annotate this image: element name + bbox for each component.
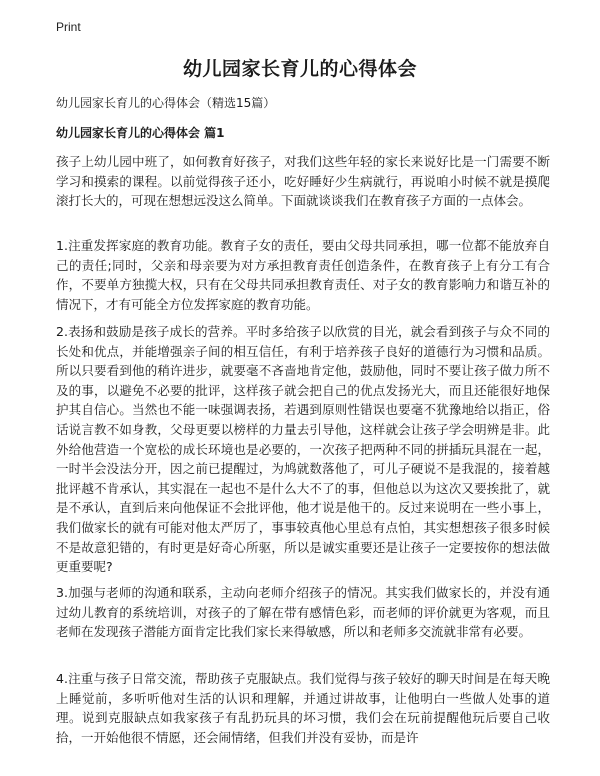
paragraph-2: 2.表扬和鼓励是孩子成长的营养。平时多给孩子以欣赏的目光，就会看到孩子与众不同的长处和优点，并能增强亲子间的相互信任，有利于培养孩子良好的道德行为习惯和品质。所以只要看到他的稍许进步，就要毫不吝啬地肯定他，鼓励他，同时不要让孩子做力所不及的事，以避免不必要的批评，这样孩子就会把自己的优点发扬光大，而且还能很好地保护其自信心。当然也不能一味强调表扬，若遇到原则性错误也要毫不犹豫地给以指正，俗话说言教不如身教，父母更要以榜样的力量去引导他，这样就会让孩子学会明辨是非。此外给他营造一个宽松的成长环境也是必要的，一次孩子把两种不同的拼插玩具混在一起，一时半会没法分开，因之前已提醒过，为鸠就数落他了，可儿子硬说不是我混的，接着越批评越不肯承认，其实混在一起也不是什么大不了的事，但他总以为这次又要挨批了，就是不承认，直到后来向他保证不会批评他，他才说是他干的。反过来说明在一些小事上，我们做家长的就有可能对他太严厉了，事事较真他心里总有点怕，其实想想孩子很多时候不是故意犯错的，有时更是好奇心所驱，所以是诚实重要还是让孩子一定要按你的想法做更重要呢? bbox=[56, 324, 550, 575]
section-heading: 幼儿园家长育儿的心得体会 篇1 bbox=[56, 126, 225, 140]
paragraph-1: 1.注重发挥家庭的教育功能。教育子女的责任，要由父母共同承担，哪一位都不能放弃自己的责任;同时，父亲和母亲要为对方承担教育责任创造条件，在教育孩子上有分工有合作，不要单方独揽大权，只有在父母共同承担教育责任、对子女的教育影响力和谐互补的情况下，才有可能全方位发挥家庭的教育功能。 bbox=[56, 238, 550, 312]
paragraph-intro: 孩子上幼儿园中班了，如何教育好孩子，对我们这些年轻的家长来说好比是一门需要不断学习和摸索的课程。以前觉得孩子还小，吃好睡好少生病就行，再说咱小时候不就是摸爬滚打长大的，可现在想想远没这么简单。下面就谈谈我们在教育孩子方面的一点体会。 bbox=[56, 154, 550, 209]
print-link[interactable]: Print bbox=[56, 20, 81, 34]
page-title: 幼儿园家长育儿的心得体会 bbox=[182, 58, 417, 80]
paragraph-4: 4.注重与孩子日常交流，帮助孩子克服缺点。我们觉得与孩子较好的聊天时间是在每天晚上睡觉前，多听听他对生活的认识和理解，并通过讲故事，让他明白一些做人处事的道理。说到克服缺点如我家孩子有乱扔玩具的坏习惯，我们会在玩前提醒他玩后要自己收拾，一开始他很不情愿，还会闹情绪，但我们并没有妥协，而是许 bbox=[56, 671, 550, 745]
paragraph-3: 3.加强与老师的沟通和联系，主动向老师介绍孩子的情况。其实我们做家长的，并没有通过幼儿教育的系统培训，对孩子的了解在带有感情色彩，而老师的评价就更为客观，而且老师在发现孩子潜能方面肯定比我们家长来得敏感，所以和老师多交流就非常有必要。 bbox=[56, 585, 550, 640]
document-subtitle: 幼儿园家长育儿的心得体会（精选15篇） bbox=[56, 96, 276, 110]
